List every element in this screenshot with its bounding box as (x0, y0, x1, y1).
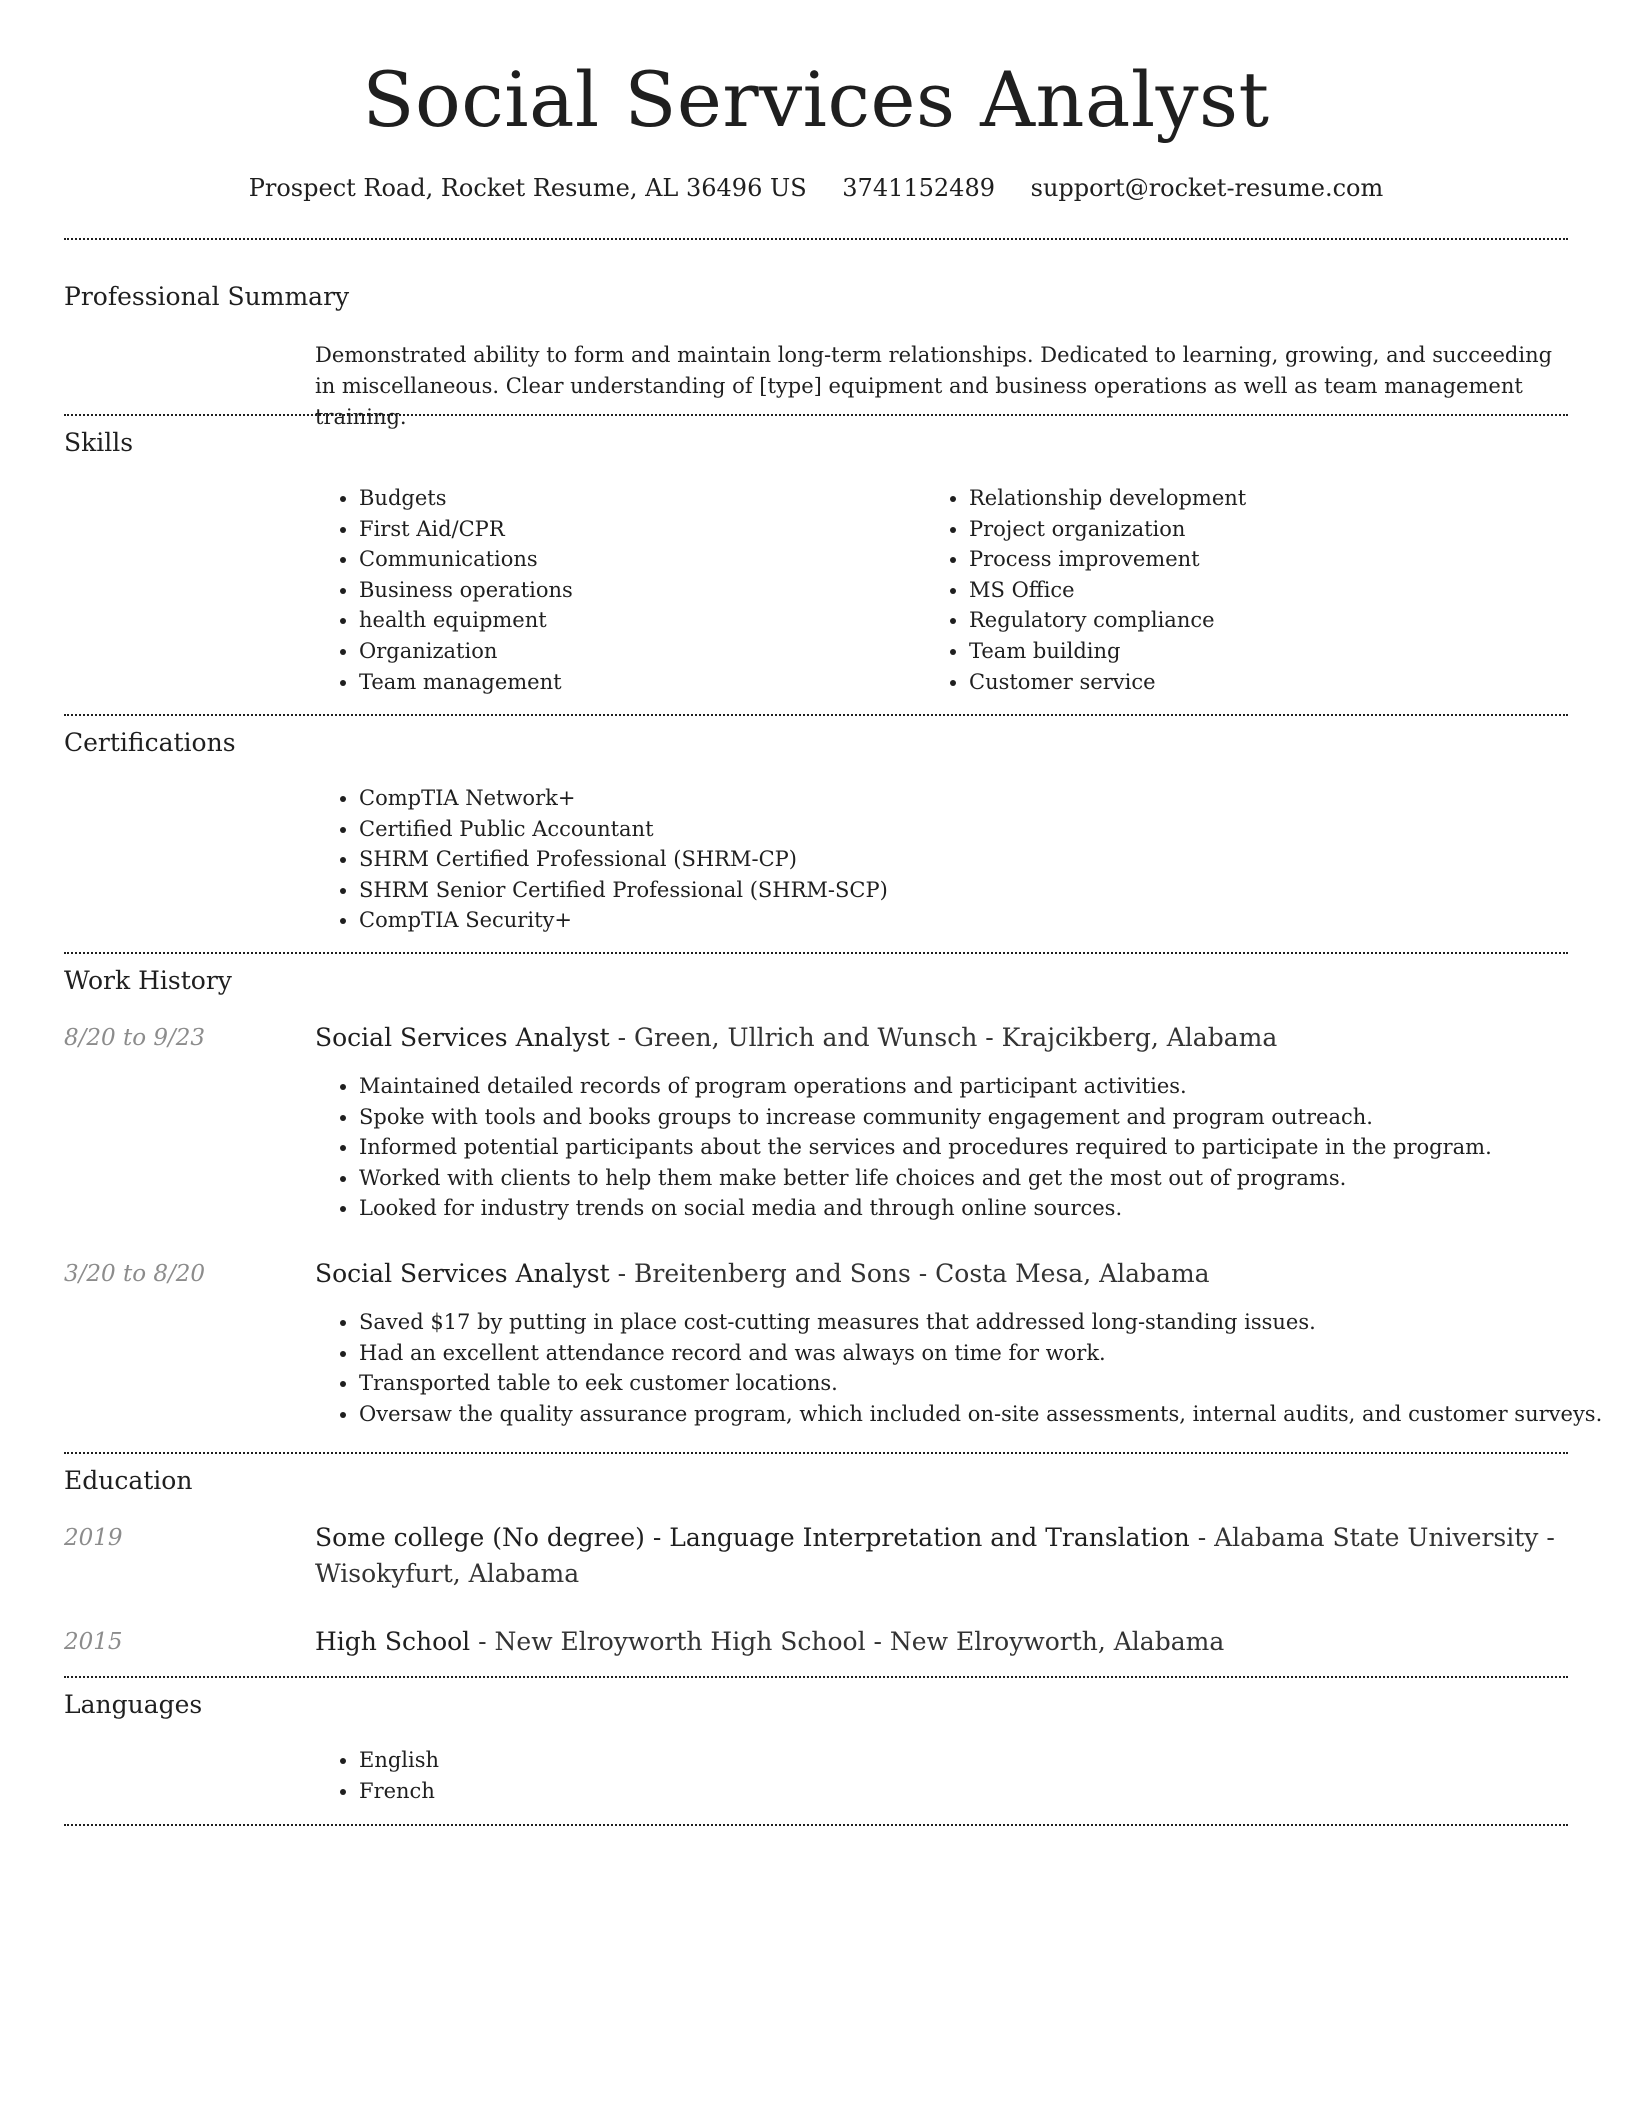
section-divider (64, 1452, 1568, 1454)
list-item: • Looked for industry trends on social media and through online sources. (359, 1193, 1609, 1224)
list-item: • Business operations (359, 575, 919, 606)
summary-heading: Professional Summary (64, 282, 350, 311)
list-item: • Team management (359, 667, 919, 698)
education-year: 2015 (64, 1629, 123, 1655)
list-item: • CompTIA Network+ (359, 783, 1559, 814)
education-heading: Education (64, 1466, 193, 1495)
list-item: • Spoke with tools and books groups to increase community engagement and program outreach. (359, 1102, 1609, 1133)
education-degree: High School (315, 1627, 471, 1656)
list-item: • Oversaw the quality assurance program, which included on-site assessments, internal audits, and customer surveys. (359, 1399, 1609, 1430)
list-item: • Saved $17 by putting in place cost-cutting measures that addressed long-standing issues. (359, 1307, 1609, 1338)
education-year: 2019 (64, 1525, 123, 1551)
education-entry (315, 1520, 1565, 1592)
section-divider (64, 952, 1568, 954)
list-item: • Relationship development (969, 483, 1569, 514)
job-dates: 8/20 to 9/23 (64, 1025, 206, 1051)
certifications-list (315, 783, 1559, 936)
skills-heading: Skills (64, 428, 134, 457)
list-item: • Budgets (359, 483, 919, 514)
summary-text: Demonstrated ability to form and maintain long-term relationships. Dedicated to learning, growing, and succeeding in miscellaneous. Clear understanding of [type] equipment and business operations as well as team management training. (315, 343, 1553, 429)
section-divider (64, 1824, 1568, 1826)
resume-name: Social Services Analyst (362, 55, 1270, 144)
job-position: Social Services Analyst (315, 1259, 610, 1288)
list-item: • Maintained detailed records of program operations and participant activities. (359, 1071, 1609, 1102)
list-item: • SHRM Certified Professional (SHRM-CP) (359, 844, 1559, 875)
list-item: • Regulatory compliance (969, 605, 1569, 636)
languages-list (315, 1745, 959, 1806)
job-employer-location: - Green, Ullrich and Wunsch - Krajcikberg, Alabama (609, 1023, 1278, 1052)
job-duties-list (315, 1307, 1609, 1429)
education-entry (315, 1624, 1565, 1660)
list-item: • MS Office (969, 575, 1569, 606)
list-item: • Project organization (969, 514, 1569, 545)
job-dates: 3/20 to 8/20 (64, 1261, 206, 1287)
job-employer-location: - Breitenberg and Sons - Costa Mesa, Alabama (609, 1259, 1210, 1288)
education-school-location: - Alabama State University - Wisokyfurt, Alabama (315, 1523, 1555, 1588)
list-item: • Worked with clients to help them make better life choices and get the most out of programs. (359, 1163, 1609, 1194)
languages-heading: Languages (64, 1690, 203, 1719)
list-item: • Had an excellent attendance record and was always on time for work. (359, 1338, 1609, 1369)
section-divider (64, 238, 1568, 240)
list-item: • Customer service (969, 667, 1569, 698)
list-item: • Informed potential participants about the services and procedures required to participate in the program. (359, 1132, 1609, 1163)
education-degree: Some college (No degree) - Language Interpretation and Translation (315, 1523, 1190, 1552)
list-item: • Communications (359, 544, 919, 575)
job-heading (315, 1020, 1565, 1056)
contact-phone: 3741152489 (842, 174, 995, 202)
job-duties-list (315, 1071, 1609, 1224)
list-item: • Certified Public Accountant (359, 814, 1559, 845)
list-item: • SHRM Senior Certified Professional (SHRM-SCP) (359, 875, 1559, 906)
education-school-location: - New Elroyworth High School - New Elroyworth, Alabama (470, 1627, 1225, 1656)
skills-list-left (315, 483, 919, 697)
contact-line (0, 170, 1632, 206)
job-heading (315, 1256, 1565, 1292)
list-item: • French (359, 1776, 959, 1807)
work-history-heading: Work History (64, 966, 232, 995)
list-item: • Organization (359, 636, 919, 667)
certifications-heading: Certifications (64, 728, 236, 757)
contact-address: Prospect Road, Rocket Resume, AL 36496 US (248, 174, 807, 202)
list-item: • Team building (969, 636, 1569, 667)
list-item: • health equipment (359, 605, 919, 636)
skills-list-right (925, 483, 1569, 697)
contact-email: support@rocket-resume.com (1030, 174, 1384, 202)
list-item: • CompTIA Security+ (359, 905, 1559, 936)
job-position: Social Services Analyst (315, 1023, 610, 1052)
list-item: • English (359, 1745, 959, 1776)
section-divider (64, 1676, 1568, 1678)
list-item: • Transported table to eek customer locations. (359, 1368, 1609, 1399)
section-divider (64, 714, 1568, 716)
section-divider (64, 414, 1568, 416)
list-item: • Process improvement (969, 544, 1569, 575)
list-item: • First Aid/CPR (359, 514, 919, 545)
